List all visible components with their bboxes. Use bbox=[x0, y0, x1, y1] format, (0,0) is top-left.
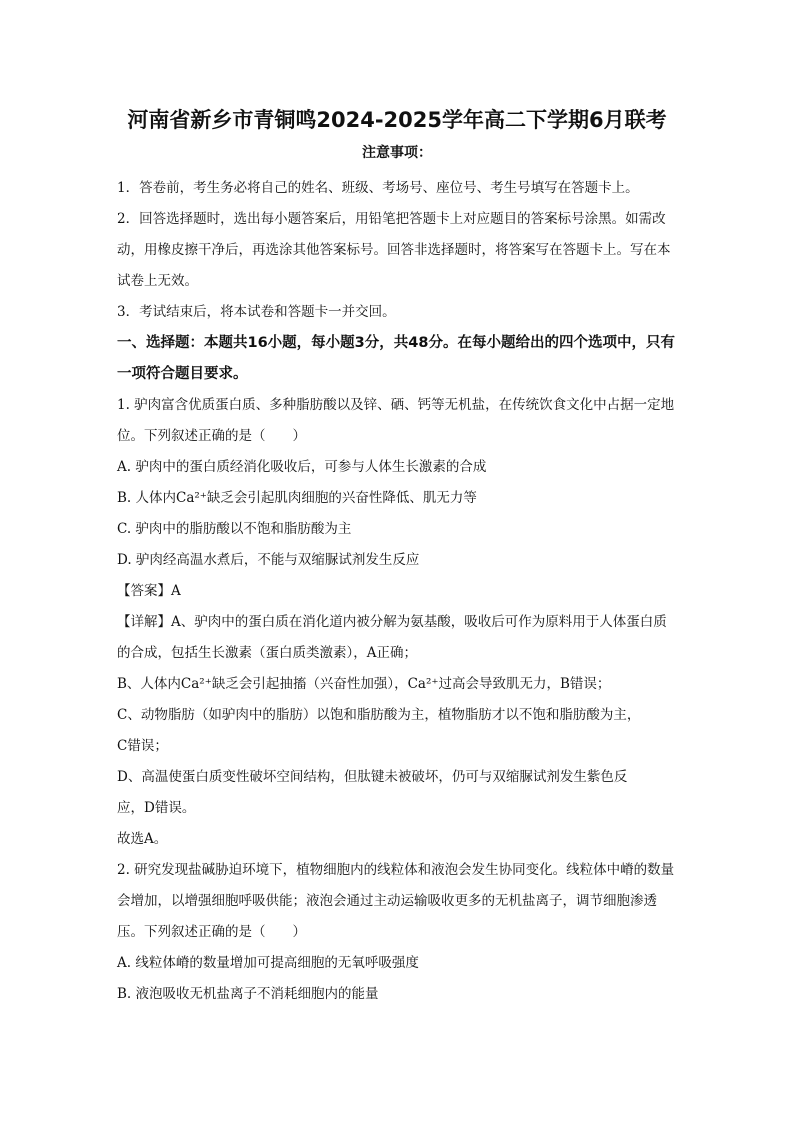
explanation-line: C、动物脂肪（如驴肉中的脂肪）以饱和脂肪酸为主，植物脂肪才以不饱和脂肪酸为主， bbox=[117, 707, 641, 723]
explanation-line: 【详解】A、驴肉中的蛋白质在消化道内被分解为氨基酸，吸收后可作为原料用于人体蛋白质的合成，包括生长激素（蛋白质类激素），A正确； bbox=[117, 614, 667, 661]
notice-item: 1．答卷前，考生务必将自己的姓名、班级、考场号、座位号、考生号填写在答题卡上。 bbox=[117, 180, 639, 196]
section-heading: 一、选择题：本题共16小题，每小题3分，共48分。在每小题给出的四个选项中，只有一项符合题目要求。 bbox=[117, 335, 675, 382]
question-stem: 2. 研究发现盐碱胁迫环境下，植物细胞内的线粒体和液泡会发生协同变化。线粒体中嵴的数量会增加，以增强细胞呼吸供能；液泡会通过主动运输吸收更多的无机盐离子，调节细胞渗透压。下列叙述正确的是（ ） bbox=[117, 862, 675, 940]
notice-item: 3．考试结束后，将本试卷和答题卡一并交回。 bbox=[117, 304, 396, 320]
explanation-line: B、人体内Ca²⁺缺乏会引起抽搐（兴奋性加强），Ca²⁺过高会导致肌无力，B错误； bbox=[117, 676, 611, 692]
explanation-line: 故选A。 bbox=[117, 831, 168, 847]
question-option: B. 人体内Ca²⁺缺乏会引起肌肉细胞的兴奋性降低、肌无力等 bbox=[117, 490, 477, 506]
question-option: A. 驴肉中的蛋白质经消化吸收后，可参与人体生长激素的合成 bbox=[117, 459, 487, 475]
question-option: D. 驴肉经高温水煮后，不能与双缩脲试剂发生反应 bbox=[117, 552, 420, 568]
question-option: C. 驴肉中的脂肪酸以不饱和脂肪酸为主 bbox=[117, 521, 352, 537]
question-option: A. 线粒体嵴的数量增加可提高细胞的无氧呼吸强度 bbox=[117, 955, 419, 971]
question-stem: 1. 驴肉富含优质蛋白质、多种脂肪酸以及锌、硒、钙等无机盐，在传统饮食文化中占据一定地位。下列叙述正确的是（ ） bbox=[117, 397, 675, 444]
question-option: B. 液泡吸收无机盐离子不消耗细胞内的能量 bbox=[117, 986, 379, 1002]
notice-heading: 注意事项： bbox=[362, 145, 432, 161]
answer-line: 【答案】A bbox=[117, 583, 181, 599]
explanation-line: D、高温使蛋白质变性破坏空间结构，但肽键未被破坏，仍可与双缩脲试剂发生紫色反 bbox=[117, 769, 628, 785]
explanation-line: C错误； bbox=[117, 738, 168, 754]
page-title: 河南省新乡市青铜鸣2024-2025学年高二下学期6月联考 bbox=[127, 108, 667, 132]
notice-item: 2．回答选择题时，选出每小题答案后，用铅笔把答题卡上对应题目的答案标号涂黑。如需改动，用橡皮擦干净后，再选涂其他答案标号。回答非选择题时，将答案写在答题卡上。写在本试卷上无效。 bbox=[117, 211, 671, 289]
explanation-line: 应，D错误。 bbox=[117, 800, 196, 816]
document-content bbox=[117, 104, 677, 1010]
